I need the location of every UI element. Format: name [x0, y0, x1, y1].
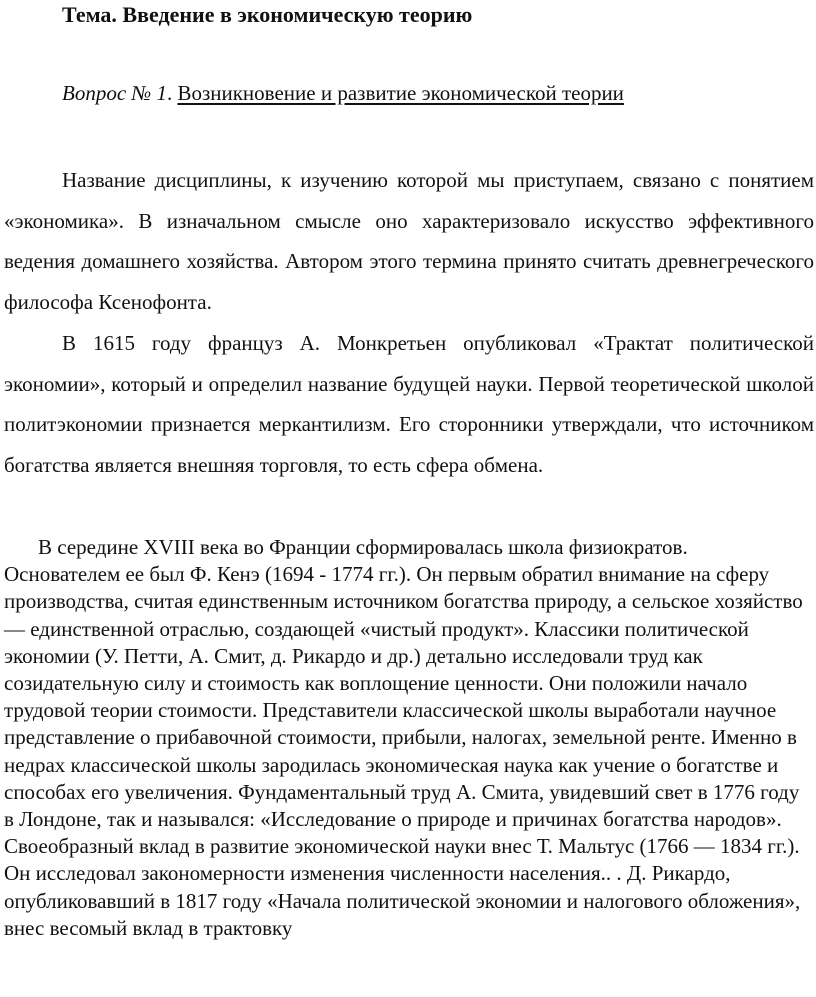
question-separator: .	[166, 81, 178, 105]
paragraph-physiocrats-classics: В середине XVIII века во Франции сформировалась школа физиократов. Основателем ее был Ф. Кенэ (1694 - 1774 гг.). Он первым обратил внимание на сферу производства, считая единственным источником богатства природу, а сельское хозяйство — единственной отраслью, создающей «чистый продукт». Классики политической экономии (У. Петти, А. Смит, д. Рикардо и др.) детально исследовали труд как созидательную силу и стоимость как воплощение ценности. Они положили начало трудовой теории стоимости. Представители классической школы выработали научное представление о прибавочной стоимости, прибыли, налогах, земельной ренте. Именно в недрах классической школы зародилась экономическая наука как учение о богатстве и способах его увеличения. Фундаментальный труд А. Смита, увидевший свет в 1776 году в Лондоне, так и назывался: «Исследование о природе и причинах богатства народов». Своеобразный вклад в развитие экономической науки внес Т. Мальтус (1766 — 1834 гг.). Он исследовал закономерности изменения численности населения.. . Д. Рикардо, опубликовавший в 1817 году «Начала политической экономии и налогового обложения», внес весомый вклад в трактовку	[4, 535, 803, 940]
paragraph-mercantilism: В 1615 году француз А. Монкретьен опубликовал «Трактат политической экономии», который и определил название будущей науки. Первой теоретической школой политэкономии признается меркантилизм. Его сторонники утверждали, что источником богатства является внешняя торговля, то есть сфера обмена.	[4, 331, 814, 477]
question-label: Вопрос № 1	[62, 81, 167, 105]
question-title: Возникновение и развитие экономической теории	[177, 81, 624, 105]
paragraph-economics-term: Название дисциплины, к изучению которой мы приступаем, связано с понятием «экономика». В изначальном смысле оно характеризовало искусство эффективного ведения домашнего хозяйства. Автором этого термина принято считать древнегреческого философа Ксенофонта.	[4, 168, 814, 314]
topic-heading: Тема. Введение в экономическую теорию	[62, 2, 473, 27]
question-heading	[62, 81, 624, 106]
